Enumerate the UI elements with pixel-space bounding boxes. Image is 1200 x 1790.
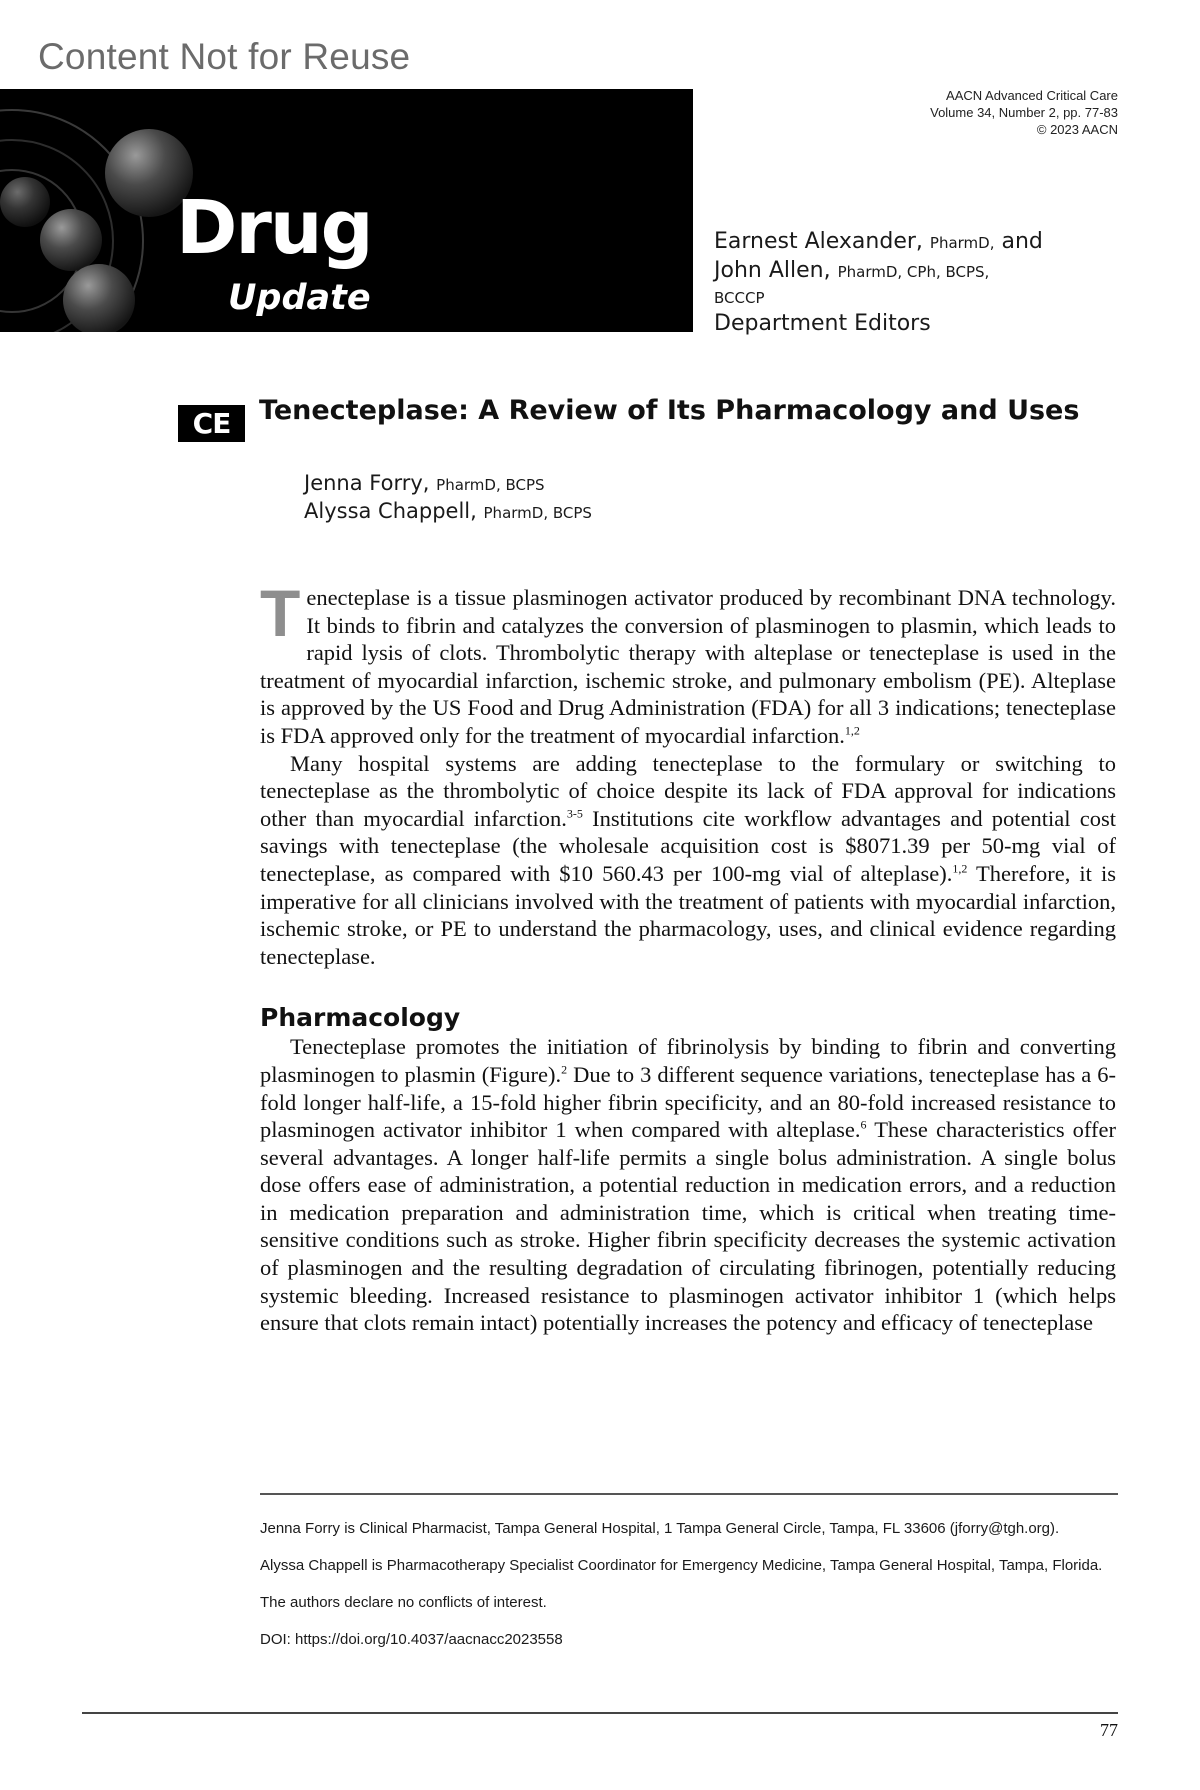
- ce-badge: CE: [178, 405, 245, 442]
- paragraph: [260, 576, 1116, 750]
- journal-info: [930, 87, 1118, 138]
- paragraph-text: Therefore, it is imperative for all clinicians involved with the treatment of patients with myocardial infarction, ischemic stroke, or PE to understand the pharmacology, uses, and clinical evidence regarding tenecteplase.: [260, 860, 1116, 969]
- watermark: Content Not for Reuse: [38, 36, 411, 77]
- footnote-divider: [260, 1493, 1118, 1495]
- section-heading: Pharmacology: [260, 1003, 461, 1033]
- author-affiliation: Alyssa Chappell is Pharmacotherapy Specialist Coordinator for Emergency Medicine, Tampa General Hospital, Tampa, Florida.: [260, 1557, 1103, 1574]
- paragraph: [260, 1033, 1116, 1337]
- page-number: 77: [1100, 1720, 1118, 1740]
- citation: 1,2: [952, 861, 968, 876]
- journal-volume: Volume 34, Number 2, pp. 77-83: [930, 105, 1118, 120]
- citation: 1,2: [844, 723, 860, 738]
- author-credentials: PharmD, BCPS: [436, 476, 545, 494]
- footnotes: [260, 1518, 1116, 1666]
- pill-image: [40, 209, 102, 271]
- banner-title: Drug: [176, 185, 372, 271]
- paragraph-text: These characteristics offer several advantages. A longer half-life permits a single bolus administration. A single bolus dose offers ease of administration, a potential reduction in medication errors, and a reduction in medication preparation and administration time, which is critical when treating time-sensitive conditions such as stroke. Higher fibrin specificity decreases the systemic activation of plasminogen and the resulting degradation of circulating fibrinogen, potentially reducing systemic bleeding. Increased resistance to plasminogen activator inhibitor 1 (which helps ensure that clots remain intact) potentially increases the potency and efficacy of tenecteplase: [260, 1117, 1116, 1336]
- citation: 2: [561, 1062, 568, 1077]
- editor-name: John Allen,: [714, 258, 831, 283]
- paragraph-text: Due to 3 different sequence variations, tenecteplase has a 6-fold longer half-life, a 15-fold higher fibrin specificity, and an 80-fold increased resistance to plasminogen activator inhibitor 1 when compared with alteplase.: [260, 1061, 1116, 1143]
- citation: 6: [860, 1117, 867, 1132]
- paragraph-text: Institutions cite workflow advantages and potential cost savings with tenecteplase (the wholesale acquisition cost is $8071.39 per 50-mg vial of tenecteplase, as compared with $10 560.43 per 100-mg vial of alteplase).: [260, 805, 1116, 886]
- paragraph: [260, 750, 1116, 971]
- article-authors: [304, 470, 592, 526]
- editor-conjunction: and: [1001, 229, 1043, 254]
- drug-update-banner: [0, 89, 693, 332]
- pill-image: [63, 264, 135, 332]
- editor-role: Department Editors: [714, 311, 931, 336]
- author-name: Jenna Forry,: [304, 471, 430, 495]
- paragraph-text: Many hospital systems are adding tenecteplase to the formulary or switching to tenecteplase as the thrombolytic of choice despite its lack of FDA approval for indications other than myocardial infarction.: [260, 750, 1116, 831]
- department-editors: [714, 228, 1134, 338]
- conflict-statement: The authors declare no conflicts of interest.: [260, 1594, 547, 1611]
- editor-name: Earnest Alexander,: [714, 229, 923, 254]
- page-footer-divider: [82, 1712, 1118, 1714]
- paragraph-text: Tenecteplase promotes the initiation of fibrinolysis by binding to fibrin and converting plasminogen to plasmin (Figure).: [260, 1034, 1116, 1087]
- doi: DOI: https://doi.org/10.4037/aacnacc2023558: [260, 1631, 563, 1648]
- editor-credentials: PharmD, CPh, BCPS,: [837, 263, 990, 281]
- author-affiliation: Jenna Forry is Clinical Pharmacist, Tampa General Hospital, 1 Tampa General Circle, Tampa, FL 33606 (jforry@tgh.org).: [260, 1520, 1060, 1537]
- banner-subtitle: Update: [228, 278, 371, 318]
- citation: 3-5: [566, 806, 583, 821]
- journal-name: AACN Advanced Critical Care: [946, 88, 1118, 103]
- paragraph-text: enecteplase is a tissue plasminogen activator produced by recombinant DNA technology. It binds to fibrin and catalyzes the conversion of plasminogen to plasmin, which leads to rapid lysis of clots. Thrombolytic therapy with alteplase or tenecteplase is used in the treatment of myocardial infarction, ischemic stroke, and pulmonary embolism (PE). Alteplase is approved by the US Food and Drug Administration (FDA) for all 3 indications; tenecteplase is FDA approved only for the treatment of myocardial infarction.: [260, 585, 1116, 748]
- editor-credentials-cont: BCCCP: [714, 289, 765, 307]
- editor-credentials: PharmD,: [929, 234, 995, 252]
- pill-image: [0, 177, 50, 227]
- author-name: Alyssa Chappell,: [304, 499, 477, 523]
- journal-copyright: © 2023 AACN: [1036, 122, 1118, 137]
- author-credentials: PharmD, BCPS: [483, 504, 592, 522]
- article-body: [260, 576, 1116, 1337]
- drop-cap: T: [260, 576, 301, 650]
- article-title: Tenecteplase: A Review of Its Pharmacology and Uses: [259, 395, 1080, 426]
